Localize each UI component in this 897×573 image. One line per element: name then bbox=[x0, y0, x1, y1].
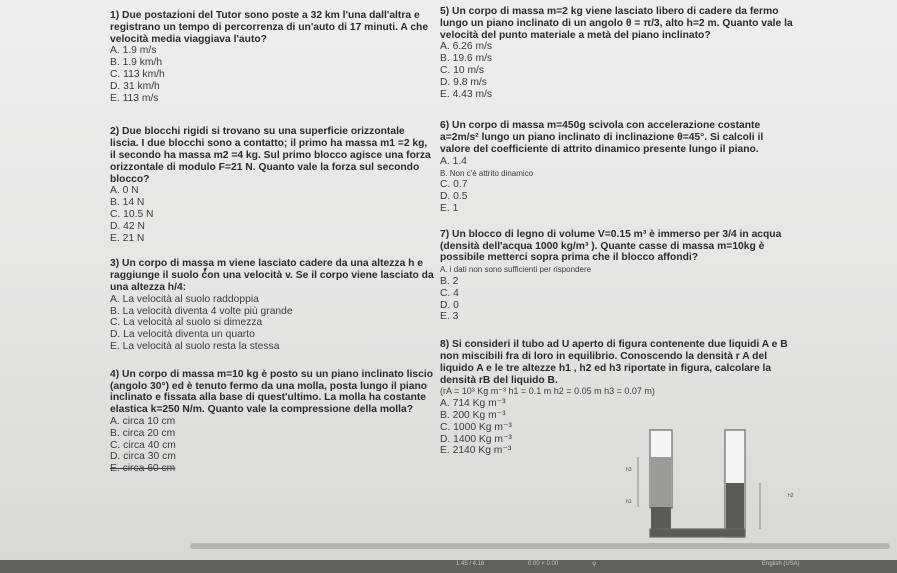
answer-option: B. Non c'è attrito dinamico bbox=[440, 168, 534, 178]
answer-option: B. 19.6 m/s bbox=[440, 53, 493, 65]
zoom-readout: 0.00 × 0.00 bbox=[528, 561, 559, 567]
answer-option: C. 10.5 N bbox=[110, 208, 154, 220]
answer-option: A. La velocità al suolo raddoppia bbox=[110, 293, 259, 305]
answer-option: E. 113 m/s bbox=[110, 92, 159, 104]
question-6 bbox=[440, 120, 795, 214]
answer-option: A. 1.9 m/s bbox=[110, 45, 157, 57]
question-5 bbox=[440, 6, 795, 100]
question-7 bbox=[440, 229, 795, 323]
answer-option: B. 14 N bbox=[110, 197, 145, 209]
answer-option: C. 1000 Kg m⁻³ bbox=[440, 421, 512, 433]
answer-option: D. 0 bbox=[440, 299, 459, 311]
answer-option: A. i dati non sono sufficienti per rispondere bbox=[440, 265, 592, 275]
question-2 bbox=[110, 126, 435, 244]
h3-label: h3 bbox=[626, 467, 632, 473]
answer-option: E. 21 N bbox=[110, 232, 145, 244]
question-1 bbox=[110, 10, 435, 104]
answer-option: C. 10 m/s bbox=[440, 64, 485, 76]
question-3 bbox=[110, 258, 435, 352]
question-stem: 3) Un corpo di massa m viene lasciato cadere da una altezza h e raggiunge il suolo con una velocità v. Se il corpo viene lasciato da una altezza h/4: bbox=[110, 258, 434, 293]
answer-option: A. circa 10 cm bbox=[110, 415, 176, 427]
question-stem: 1) Due postazioni del Tutor sono poste a 32 km l'una dall'altra e registrano un tempo di percorrenza di un'auto di 17 minuti. A che velocità media viaggiava l'auto? bbox=[110, 10, 429, 45]
answer-option: D. 31 km/h bbox=[110, 80, 160, 92]
answer-option: E. 1 bbox=[440, 202, 459, 214]
answer-option: E. 2140 Kg m⁻³ bbox=[440, 445, 512, 457]
pin-icon: ⚲ bbox=[592, 562, 597, 568]
question-stem: 8) Si consideri il tubo ad U aperto di figura contenente due liquidi A e B non miscibili fra di loro in equilibrio. Conoscendo la densità r A del liquido A e le tre altezze h1 , h2 ed h3 riportate in figura, calcolare la densità rB del liquido B. bbox=[440, 339, 788, 386]
slide-counter: 1.45 / 4.16 bbox=[456, 561, 485, 567]
answer-option: D. 1400 Kg m⁻³ bbox=[440, 433, 512, 445]
answer-option: D. 9.8 m/s bbox=[440, 76, 487, 88]
language-indicator[interactable]: English (USA) bbox=[762, 561, 800, 567]
question-stem: 2) Due blocchi rigidi si trovano su una superficie orizzontale liscia. I due blocchi sono a contatto; il primo ha massa m1 =2 kg, il secondo ha massa m2 =4 kg. Sul primo blocco agisce una forza orizzontale di modulo F=21 N. Quanto vale la forza sul secondo blocco? bbox=[110, 126, 431, 185]
question-stem: 7) Un blocco di legno di volume V=0.15 m³ è immerso per 3/4 in acqua (densità dell'acqua 1000 kg/m³ ). Quante casse di massa m=10kg è possibile metterci sopra prima che il blocco affondi? bbox=[440, 228, 782, 264]
liquid-a-left bbox=[651, 457, 671, 507]
answer-option: D. La velocità diventa un quarto bbox=[110, 329, 255, 341]
answer-option: C. 113 km/h bbox=[110, 68, 165, 80]
answer-option: C. 4 bbox=[440, 287, 459, 299]
answer-option: A. 714 Kg m⁻³ bbox=[440, 398, 506, 410]
answer-option: D. 0.5 bbox=[440, 191, 468, 203]
question-stem: 4) Un corpo di massa m=10 kg è posto su un piano inclinato liscio (angolo 30°) ed è tenuto fermo da una molla, posta lungo il piano inclinato e fissata alla base di quest'ultimo. La molla ha costante elastica k=250 N/m. Quanto vale la compressione della molla? bbox=[110, 368, 433, 416]
question-stem: 6) Un corpo di massa m=450g scivola con accelerazione costante a=2m/s² lungo un piano inclinato di inclinazione θ=45°. Si calcoli il valore del coefficiente di attrito dinamico presente lungo il piano. bbox=[440, 120, 764, 155]
answer-option: B. 200 Kg m⁻³ bbox=[440, 409, 506, 421]
tube-bottom bbox=[650, 529, 745, 537]
answer-option: E. 3 bbox=[440, 311, 459, 323]
answer-option: B. 2 bbox=[440, 275, 459, 287]
question-stem: 5) Un corpo di massa m=2 kg viene lasciato libero di cadere da fermo lungo un piano inclinato di un angolo θ = π/3, alto h=2 m. Quanto vale la velocità del punto materiale a metà del piano inclinato? bbox=[440, 6, 793, 41]
question-4 bbox=[110, 369, 435, 475]
answer-option: B. La velocità diventa 4 volte più grande bbox=[110, 305, 293, 317]
left-column bbox=[110, 10, 435, 487]
h1-label: h1 bbox=[626, 499, 632, 505]
answer-option: E. La velocità al suolo resta la stessa bbox=[110, 340, 280, 352]
answer-option: B. circa 20 cm bbox=[110, 427, 176, 439]
right-column bbox=[440, 6, 795, 469]
h2-label: h2 bbox=[788, 493, 794, 499]
answer-option: E. 4.43 m/s bbox=[440, 88, 493, 100]
horizontal-scrollbar[interactable] bbox=[190, 543, 890, 549]
answer-option: A. 0 N bbox=[110, 185, 139, 197]
answer-option: C. 0.7 bbox=[440, 179, 468, 191]
answer-option: C. circa 40 cm bbox=[110, 439, 176, 451]
answer-option: C. La velocità al suolo si dimezza bbox=[110, 317, 263, 329]
answer-option: B. 1.9 km/h bbox=[110, 57, 163, 69]
answer-option: A. 1.4 bbox=[440, 155, 467, 167]
answer-option: E. circa 60 cm bbox=[110, 463, 176, 475]
answer-option: A. 6.26 m/s bbox=[440, 41, 493, 53]
question-data: (rA = 10³ Kg m⁻³ h1 = 0.1 m h2 = 0.05 m h3 = 0.07 m) bbox=[440, 386, 655, 397]
answer-option: D. circa 30 cm bbox=[110, 451, 176, 463]
answer-option: D. 42 N bbox=[110, 220, 145, 232]
u-tube-figure bbox=[620, 425, 815, 547]
status-bar bbox=[0, 560, 897, 573]
